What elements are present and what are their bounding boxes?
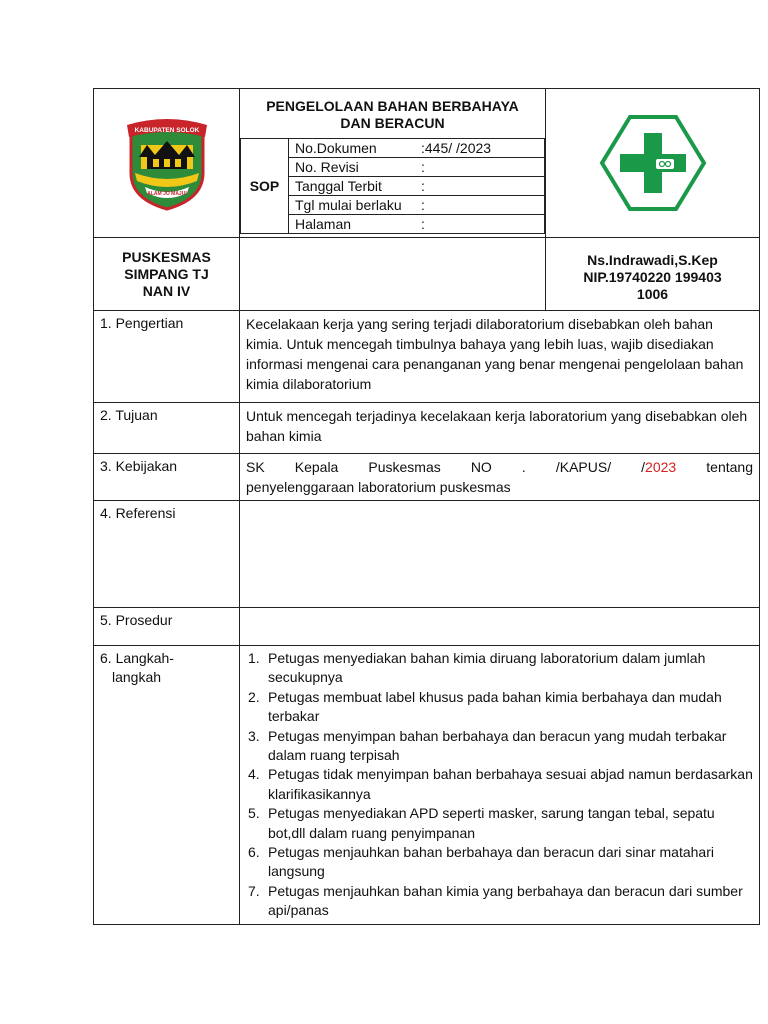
logo-motto-text: ALAM JO MAJUI [146, 191, 187, 197]
list-item: 3. Petugas menyimpan bahan berbahaya dan beracun yang mudah terbakar dalam ruang terpisah [248, 727, 727, 764]
list-item: 6. Petugas menjauhkan bahan berbahaya dan beracun dari sinar matahari langsung [248, 844, 714, 880]
regency-crest-icon [125, 115, 209, 211]
section-label-referensi: 4. Referensi [94, 501, 240, 608]
section-text-pengertian: Kecelakaan kerja yang sering terjadi dilaboratorium disebabkan oleh bahan kimia. Untuk mencegah timbulnya bahaya yang lebih luas, wajib disediakan informasi mengenai cara penanganan yang benar mengenai pengelolaan bahan kimia dilaboratorium [240, 311, 760, 403]
sop-document [93, 88, 759, 925]
list-item: 1. Petugas menyediakan bahan kimia diruang laboratorium dalam jumlah secukupnya [248, 650, 706, 686]
puskesmas-name: PUSKESMAS SIMPANG TJ NAN IV [94, 238, 240, 311]
logo-banner-text: KABUPATEN SOLOK [134, 127, 199, 134]
list-item: 4. Petugas tidak menyimpan bahan berbahaya sesuai abjad namun berdasarkan klarifikasikannya [248, 766, 753, 802]
list-item: 7. Petugas menjauhkan bahan kimia yang berbahaya dan beracun dari sumber api/panas [248, 882, 743, 919]
section-label-tujuan: 2. Tujuan [94, 403, 240, 454]
regency-logo-cell [94, 89, 240, 238]
list-item: 2. Petugas membuat label khusus pada bahan kimia berbahaya dan mudah terbakar [248, 688, 722, 725]
meta-row-tgl-mulai: Tgl mulai berlaku : [289, 196, 545, 215]
section-text-referensi [240, 501, 760, 608]
puskesmas-plus-icon [598, 115, 708, 211]
puskesmas-logo-cell [546, 89, 760, 238]
sop-table [93, 88, 760, 925]
steps-list [246, 649, 753, 921]
section-text-tujuan: Untuk mencegah terjadinya kecelakaan kerja laboratorium yang disebabkan oleh bahan kimia [240, 403, 760, 454]
policy-year: 2023 [645, 459, 677, 475]
document-title: PENGELOLAAN BAHAN BERBAHAYA DAN BERACUN [266, 98, 519, 131]
meta-row-dokumen: No.Dokumen :445/ /2023 [289, 139, 545, 158]
signer-name: Ns.Indrawadi,S.Kep [587, 251, 718, 268]
meta-row-halaman: Halaman : [289, 215, 545, 234]
meta-row-revisi: No. Revisi : [289, 158, 545, 177]
signer-nip: NIP.19740220 199403 [583, 268, 722, 285]
list-item: 5. Petugas menyediakan APD seperti masker, sarung tangan tebal, sepatu bot,dll dalam ruang penyimpanan [248, 805, 715, 841]
signature-blank [240, 238, 546, 311]
signer-block: Ns.Indrawadi,S.Kep NIP.19740220 199403 1006 [546, 238, 760, 311]
section-label-kebijakan: 3. Kebijakan [94, 454, 240, 501]
document-meta-table [240, 138, 545, 234]
title-and-meta-cell [240, 89, 546, 238]
section-steps-langkah [240, 646, 760, 925]
section-label-langkah: 6. Langkah- langkah [94, 646, 240, 925]
meta-row-tanggal-terbit: Tanggal Terbit : [289, 177, 545, 196]
section-text-prosedur [240, 608, 760, 646]
section-label-prosedur: 5. Prosedur [94, 608, 240, 646]
sop-label: SOP [241, 139, 289, 234]
section-label-pengertian: 1. Pengertian [94, 311, 240, 403]
section-text-kebijakan: SK Kepala Puskesmas NO . /KAPUS/ /2023 tentang penyelenggaraan laboratorium puskesmas [240, 454, 760, 501]
